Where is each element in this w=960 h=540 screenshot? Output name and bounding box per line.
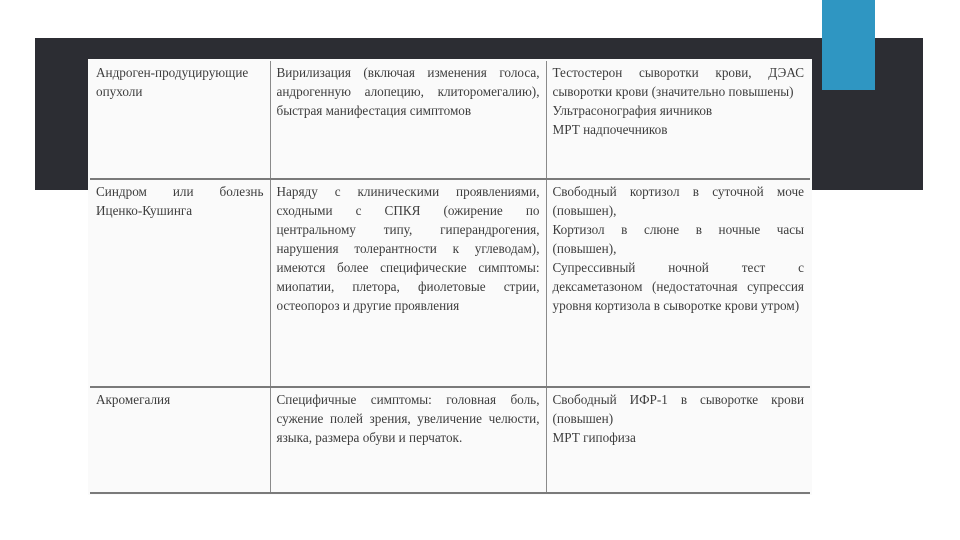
- symptoms-cell: Наряду с клиническими проявлениями, сходными с СПКЯ (ожирение по центральному типу, гиперандрогения, нарушения толерантности к углеводам), имеются более специфические симптомы: миопатии, плетора, фиолетовые стрии, остеопороз и другие проявления: [270, 179, 546, 387]
- table-row: [90, 179, 810, 387]
- symptoms-cell: Вирилизация (включая изменения голоса, андрогенную алопецию, клиторомегалию), быстрая манифестация симптомов: [270, 61, 546, 179]
- condition-cell: Синдром или болезнь Иценко-Кушинга: [90, 179, 270, 387]
- accent-tab: [822, 0, 875, 90]
- tests-cell: Свободный ИФР-1 в сыворотке крови (повышен) МРТ гипофиза: [546, 387, 810, 493]
- table-row: [90, 387, 810, 493]
- condition-cell: Акромегалия: [90, 387, 270, 493]
- tests-cell: Свободный кортизол в суточной моче (повышен), Кортизол в слюне в ночные часы (повышен), Супрессивный ночной тест с дексаметазоном (недостаточная супрессия уровня кортизола в сыворотке крови утром): [546, 179, 810, 387]
- table-row: [90, 61, 810, 179]
- differential-diagnosis-table: [90, 61, 810, 494]
- symptoms-cell: Специфичные симптомы: головная боль, сужение полей зрения, увеличение челюсти, языка, размера обуви и перчаток.: [270, 387, 546, 493]
- tests-cell: Тестостерон сыворотки крови, ДЭАС сыворотки крови (значительно повышены) Ультрасонография яичников МРТ надпочечников: [546, 61, 810, 179]
- condition-cell: Андроген-продуцирующие опухоли: [90, 61, 270, 179]
